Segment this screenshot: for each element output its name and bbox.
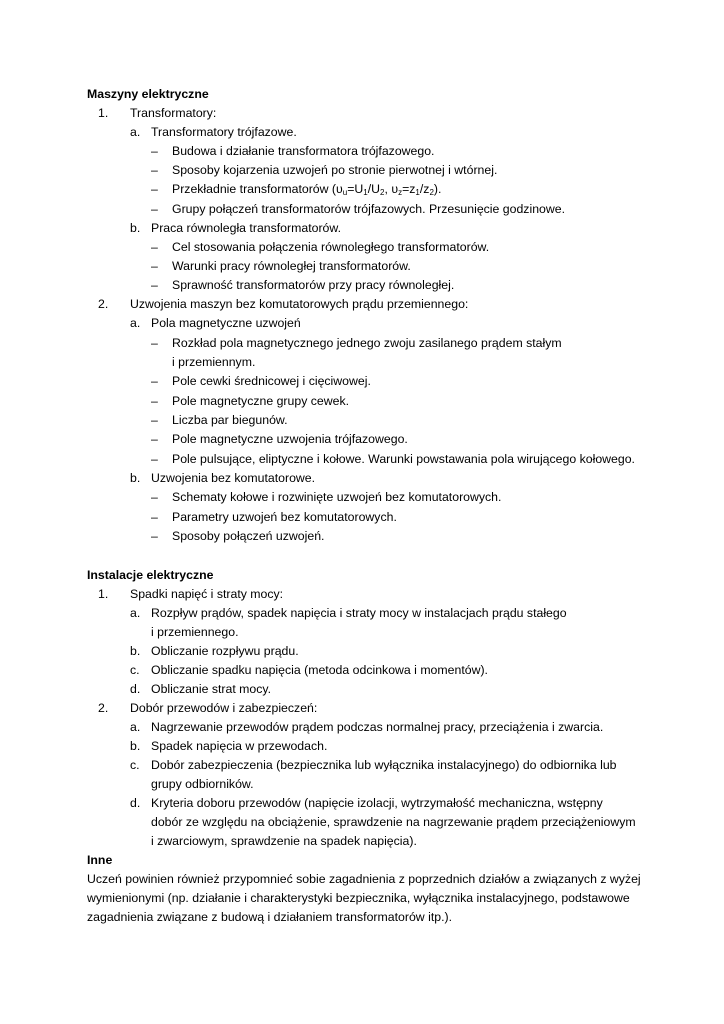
sublist-item-continuation: grupy odbiorników. <box>151 777 254 791</box>
bullet-item-continuation: i przemiennym. <box>172 355 256 369</box>
sublist-item: Dobór zabezpieczenia (bezpiecznika lub wyłącznika instalacyjnego) do odbiornika lub <box>151 758 617 772</box>
sublist-item: Obliczanie spadku napięcia (metoda odcinkowa i momentów). <box>151 663 488 677</box>
dash-bullet: – <box>151 182 158 196</box>
list-letter: a. <box>130 606 141 620</box>
dash-bullet: – <box>151 240 158 254</box>
dash-bullet: – <box>151 336 158 350</box>
bullet-item: Sposoby połączeń uzwojeń. <box>172 529 325 543</box>
bullet-item: Grupy połączeń transformatorów trójfazowych. Przesunięcie godzinowe. <box>172 202 566 216</box>
sublist-item: Obliczanie rozpływu prądu. <box>151 644 299 658</box>
sublist-item: Uzwojenia bez komutatorowe. <box>151 471 316 485</box>
list-letter: c. <box>130 663 140 677</box>
list-letter: b. <box>130 221 141 235</box>
sublist-item: Rozpływ prądów, spadek napięcia i straty mocy w instalacjach prądu stałego <box>151 606 567 620</box>
paragraph-line: Uczeń powinien również przypomnieć sobie zagadnienia z poprzednich działów a związanych z wyżej <box>87 872 641 886</box>
section-title-inne: Inne <box>87 853 113 867</box>
list-number: 1. <box>98 587 109 601</box>
list-number: 1. <box>98 106 109 120</box>
list-letter: d. <box>130 682 141 696</box>
sublist-item: Spadek napięcia w przewodach. <box>151 739 328 753</box>
paragraph-line: wymienionymi (np. działanie i charakterystyki bezpiecznika, wyłącznika instalacyjnego, podstawowe <box>87 891 630 905</box>
sublist-item: Nagrzewanie przewodów prądem podczas normalnej pracy, przeciążenia i zwarcia. <box>151 720 604 734</box>
list-number: 2. <box>98 297 109 311</box>
dash-bullet: – <box>151 452 158 466</box>
section-title-maszyny: Maszyny elektryczne <box>87 87 209 101</box>
dash-bullet: – <box>151 413 158 427</box>
list-letter: b. <box>130 739 141 753</box>
bullet-item: Pole magnetyczne uzwojenia trójfazowego. <box>172 432 408 446</box>
list-item: Uzwojenia maszyn bez komutatorowych prądu przemiennego: <box>130 297 469 311</box>
dash-bullet: – <box>151 490 158 504</box>
dash-bullet: – <box>151 144 158 158</box>
bullet-item: Sprawność transformatorów przy pracy równoległej. <box>172 278 455 292</box>
dash-bullet: – <box>151 278 158 292</box>
bullet-item: Pole pulsujące, eliptyczne i kołowe. Warunki powstawania pola wirującego kołowego. <box>172 452 635 466</box>
sublist-item-continuation: i przemiennego. <box>151 625 239 639</box>
list-letter: c. <box>130 758 140 772</box>
bullet-item: Pole magnetyczne grupy cewek. <box>172 394 350 408</box>
dash-bullet: – <box>151 259 158 273</box>
dash-bullet: – <box>151 202 158 216</box>
bullet-item: Pole cewki średnicowej i cięciwowej. <box>172 374 371 388</box>
paragraph-line: zagadnienia związane z budową i działaniem transformatorów itp.). <box>87 910 452 924</box>
dash-bullet: – <box>151 163 158 177</box>
list-letter: b. <box>130 644 141 658</box>
bullet-item: Parametry uzwojeń bez komutatorowych. <box>172 510 397 524</box>
list-letter: b. <box>130 471 141 485</box>
dash-bullet: – <box>151 374 158 388</box>
list-letter: d. <box>130 796 141 810</box>
list-number: 2. <box>98 701 109 715</box>
bullet-item: Cel stosowania połączenia równoległego transformatorów. <box>172 240 490 254</box>
bullet-item: Warunki pracy równoległej transformatorów. <box>172 259 411 273</box>
list-letter: a. <box>130 720 141 734</box>
dash-bullet: – <box>151 529 158 543</box>
bullet-item: Budowa i działanie transformatora trójfazowego. <box>172 144 435 158</box>
sublist-item: Praca równoległa transformatorów. <box>151 221 342 235</box>
dash-bullet: – <box>151 510 158 524</box>
bullet-item: Liczba par biegunów. <box>172 413 288 427</box>
list-item: Spadki napięć i straty mocy: <box>130 587 284 601</box>
list-item: Dobór przewodów i zabezpieczeń: <box>130 701 318 715</box>
bullet-item: Sposoby kojarzenia uzwojeń po stronie pierwotnej i wtórnej. <box>172 163 498 177</box>
list-letter: a. <box>130 316 141 330</box>
bullet-item: Rozkład pola magnetycznego jednego zwoju zasilanego prądem stałym <box>172 336 562 350</box>
sublist-item-continuation: i zwarciowym, sprawdzenie na spadek napięcia). <box>151 834 417 848</box>
dash-bullet: – <box>151 394 158 408</box>
sublist-item: Pola magnetyczne uzwojeń <box>151 316 301 330</box>
dash-bullet: – <box>151 432 158 446</box>
section-title-instalacje: Instalacje elektryczne <box>87 568 214 582</box>
sublist-item-continuation: dobór ze względu na obciążenie, sprawdzenie na nagrzewanie prądem przeciążeniowym <box>151 815 636 829</box>
list-item: Transformatory: <box>130 106 217 120</box>
bullet-item: Schematy kołowe i rozwinięte uzwojeń bez komutatorowych. <box>172 490 502 504</box>
sublist-item: Obliczanie strat mocy. <box>151 682 272 696</box>
sublist-item: Transformatory trójfazowe. <box>151 125 297 139</box>
sublist-item: Kryteria doboru przewodów (napięcie izolacji, wytrzymałość mechaniczna, wstępny <box>151 796 603 810</box>
list-letter: a. <box>130 125 141 139</box>
bullet-item-formula: Przekładnie transformatorów ($\upsilon_u=U_1/U_2$, $\upsilon_z=z_1/z_2$). <box>172 182 442 197</box>
